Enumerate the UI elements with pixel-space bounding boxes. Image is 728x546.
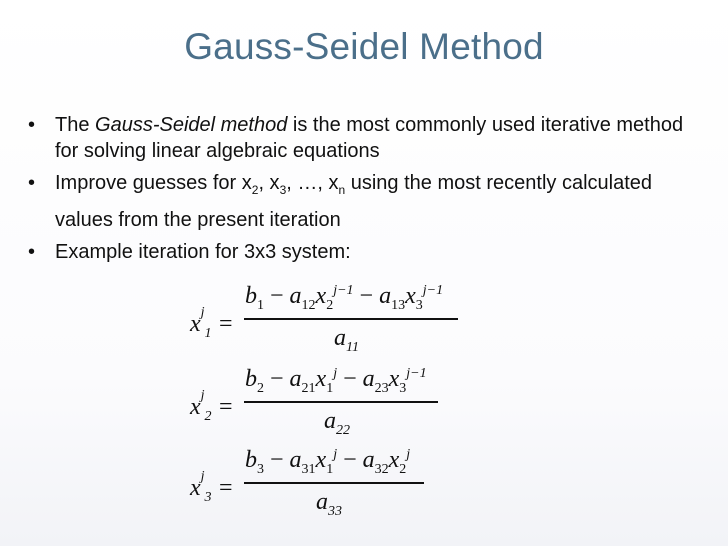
equation-denominator: $a_{11}$ — [334, 325, 359, 355]
equation-numerator: $b_1 - a_{12}x_2^{j-1} - a_{13}x_3^{j-1}$ — [245, 283, 444, 313]
equation-lhs: $x^j_2$ — [190, 388, 212, 424]
equation-numerator: $b_3 - a_{31}x_1^j - a_{32}x_2^j$ — [245, 447, 411, 477]
equals-sign: = — [219, 475, 233, 501]
bullet-icon: • — [28, 172, 36, 194]
bullet-item-2 — [28, 168, 708, 235]
equation-denominator: $a_{22}$ — [324, 408, 350, 438]
equation-3 — [186, 447, 476, 529]
equation-lhs: $x^j_1$ — [190, 305, 212, 341]
bullet-text: , x — [258, 172, 280, 194]
equation-1 — [186, 283, 476, 365]
bullet-item-3 — [28, 239, 708, 265]
bullet-text: Example iteration for 3x3 system: — [55, 241, 351, 263]
bullet-list — [28, 112, 708, 269]
bullet-text: , …, x — [286, 172, 339, 194]
bullet-emphasis: Gauss-Seidel method — [95, 114, 288, 136]
bullet-text: is the most commonly used iterative method for solving linear algebraic equations — [55, 114, 684, 162]
equation-numerator: $b_2 - a_{21}x_1^j - a_{23}x_3^{j-1}$ — [245, 366, 427, 396]
equation-lhs: $x^j_3$ — [190, 469, 212, 505]
fraction-bar — [244, 318, 458, 320]
bullet-item-1 — [28, 112, 708, 164]
bullet-icon: • — [28, 241, 36, 263]
equation-denominator: $a_{33}$ — [316, 489, 342, 519]
bullet-text: Improve guesses for x — [55, 172, 252, 194]
fraction-bar — [244, 401, 438, 403]
equation-2 — [186, 366, 476, 448]
fraction-bar — [244, 482, 424, 484]
subscript: 3 — [279, 183, 287, 197]
subscript: n — [338, 183, 346, 197]
equals-sign: = — [219, 311, 233, 337]
subscript: 2 — [251, 183, 259, 197]
bullet-text: using the most recently calculated values from the present iteration — [55, 172, 652, 231]
bullet-text: The — [55, 114, 96, 136]
bullet-icon: • — [28, 114, 36, 136]
slide-title: Gauss-Seidel Method — [184, 26, 544, 67]
equals-sign: = — [219, 394, 233, 420]
